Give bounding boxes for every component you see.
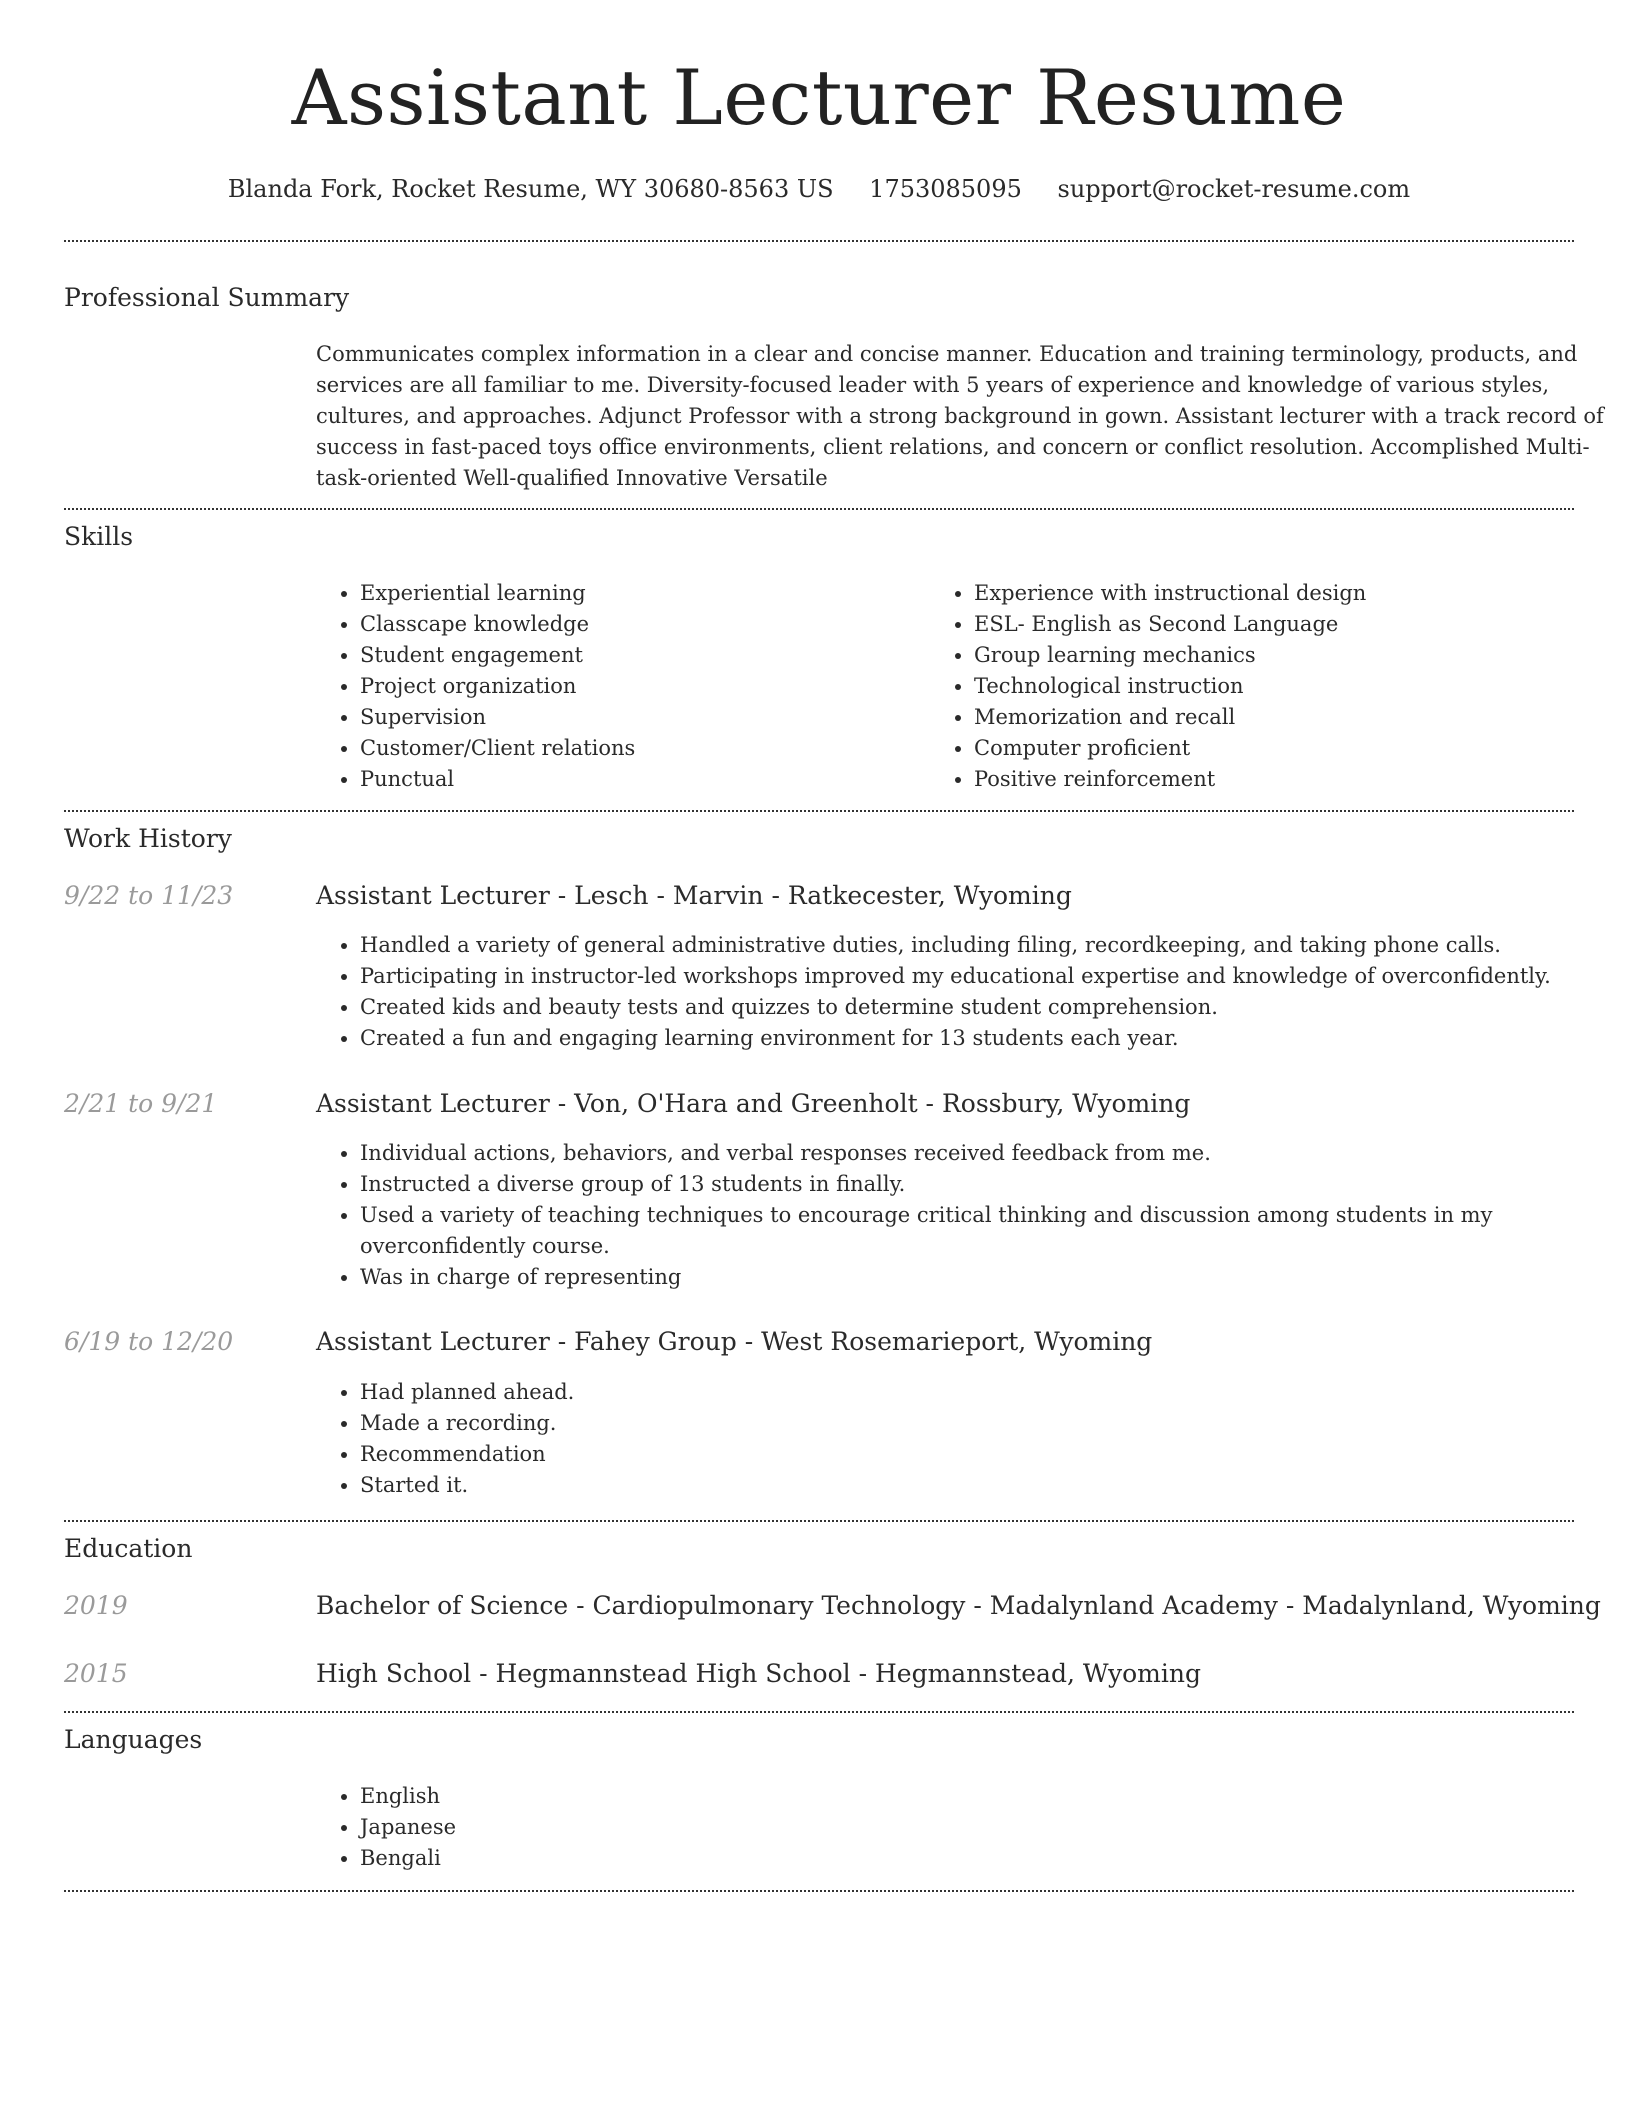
contact-line [64,172,1574,206]
contact-phone: 1753085095 [869,175,1022,203]
divider-header [64,240,1574,242]
skill-item: • Project organization [360,671,920,702]
work-section-title: Work History [64,824,232,853]
job-bullet: • Instructed a diverse group of 13 students in finally. [360,1169,1560,1200]
divider-education [64,1711,1574,1713]
skill-item: • Punctual [360,764,920,795]
job-bullet: • Recommendation [360,1439,1632,1470]
education-section-title: Education [64,1534,193,1563]
divider-skills [64,810,1574,812]
languages-list [316,1781,960,1874]
job-bullet: • Handled a variety of general administrative duties, including filing, recordkeeping, and taking phone calls. [360,930,1632,961]
divider-work [64,1520,1574,1522]
job-bullet: • Started it. [360,1470,1632,1501]
job-bullet: • Was in charge of representing [360,1262,1560,1293]
education-year: 2015 [64,1659,128,1688]
contact-address: Blanda Fork, Rocket Resume, WY 30680-8563 US [227,175,834,203]
job-dates: 6/19 to 12/20 [64,1327,234,1356]
job-bullet: • Participating in instructor-led workshops improved my educational expertise and knowledge of overconfidently. [360,961,1632,992]
job-bullet: • Created a fun and engaging learning environment for 13 students each year. [360,1023,1632,1054]
resume-title: Assistant Lecturer Resume [291,53,1347,142]
skills-list-left [316,578,920,795]
education-heading: Bachelor of Science - Cardiopulmonary Technology - Madalynland Academy - Madalynland, Wyoming [316,1591,1601,1620]
job-dates: 2/21 to 9/21 [64,1089,218,1118]
job-bullets [316,1138,1560,1293]
skill-item: • ESL- English as Second Language [974,609,1614,640]
job-bullets [316,1377,1632,1501]
skill-item: • Experiential learning [360,578,920,609]
language-item: • Bengali [360,1843,960,1874]
skill-item: • Student engagement [360,640,920,671]
education-heading: High School - Hegmannstead High School - Hegmannstead, Wyoming [316,1659,1201,1688]
job-bullet: • Created kids and beauty tests and quizzes to determine student comprehension. [360,992,1632,1023]
job-bullet: • Used a variety of teaching techniques to encourage critical thinking and discussion among students in my overconfidently course. [360,1200,1560,1262]
skill-item: • Technological instruction [974,671,1614,702]
skill-item: • Classcape knowledge [360,609,920,640]
skills-list-right [930,578,1614,795]
skill-item: • Group learning mechanics [974,640,1614,671]
skill-item: • Memorization and recall [974,702,1614,733]
skill-item: • Customer/Client relations [360,733,920,764]
job-heading: Assistant Lecturer - Fahey Group - West Rosemarieport, Wyoming [316,1327,1153,1356]
languages-section-title: Languages [64,1725,203,1754]
summary-text: Communicates complex information in a clear and concise manner. Education and training terminology, products, and services are all familiar to me. Diversity-focused leader with 5 years of experience and knowledge of various styles, cultures, and approaches. Adjunct Professor with a strong background in gown. Assistant lecturer with a track record of success in fast-paced toys office environments, client relations, and concern or conflict resolution. Accomplished Multi-task-oriented Well-qualified Innovative Versatile [316,342,1604,490]
job-heading: Assistant Lecturer - Von, O'Hara and Greenholt - Rossbury, Wyoming [316,1089,1191,1118]
skill-item: • Positive reinforcement [974,764,1614,795]
job-bullet: • Had planned ahead. [360,1377,1632,1408]
language-item: • English [360,1781,960,1812]
skill-item: • Experience with instructional design [974,578,1614,609]
skill-item: • Supervision [360,702,920,733]
skills-section-title: Skills [64,522,134,551]
language-item: • Japanese [360,1812,960,1843]
job-bullet: • Individual actions, behaviors, and verbal responses received feedback from me. [360,1138,1560,1169]
education-year: 2019 [64,1591,128,1620]
job-heading: Assistant Lecturer - Lesch - Marvin - Ratkecester, Wyoming [316,881,1072,910]
job-bullet: • Made a recording. [360,1408,1632,1439]
job-bullets [316,930,1632,1054]
skill-item: • Computer proficient [974,733,1614,764]
divider-summary [64,508,1574,510]
contact-email: support@rocket-resume.com [1057,175,1411,203]
job-dates: 9/22 to 11/23 [64,881,234,910]
divider-languages [64,1890,1574,1892]
summary-section-title: Professional Summary [64,283,350,312]
